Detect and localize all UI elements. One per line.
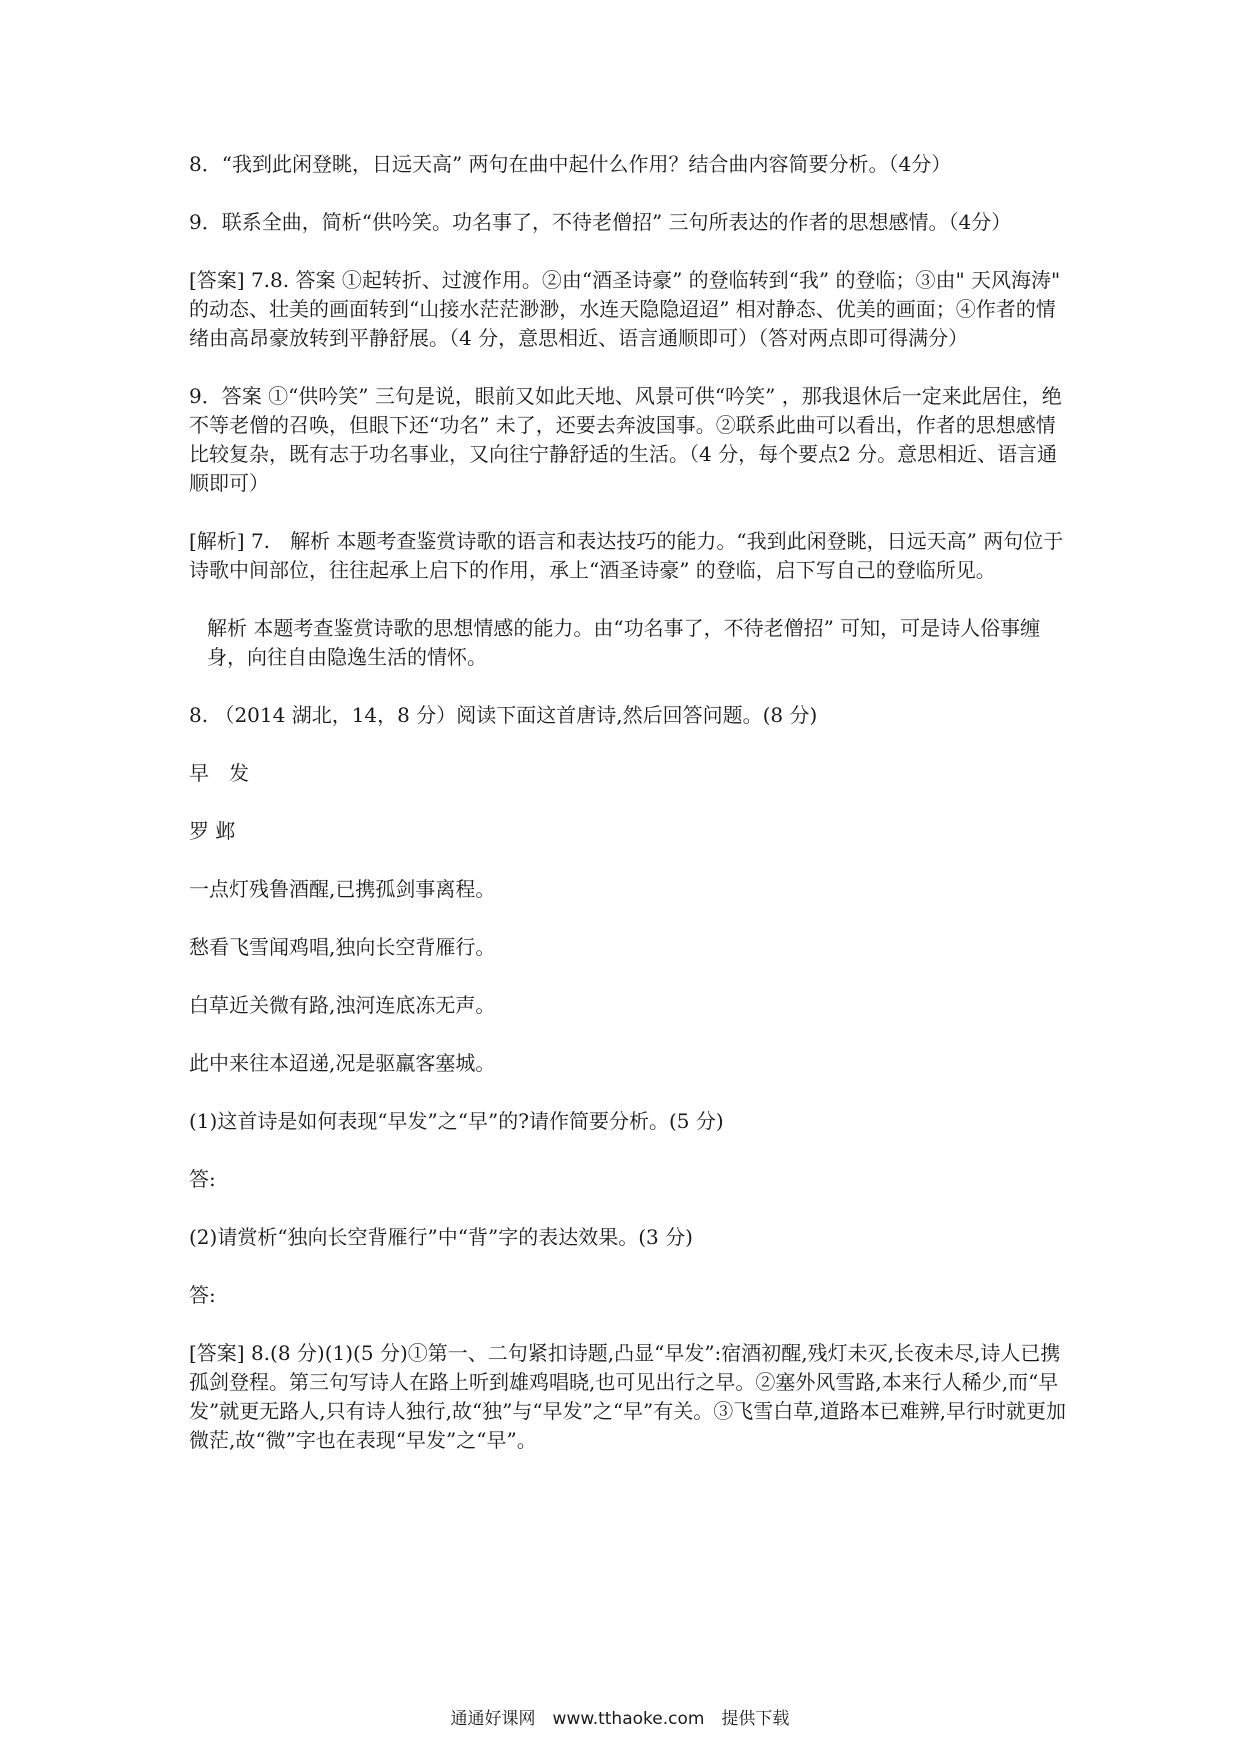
answer-label-2: 答: <box>189 1283 216 1307</box>
answer-8: [答案] 8.(8 分)(1)(5 分)①第一、二句紧扣诗题,凸显“早发”:宿酒初醒,残灯未灭,长夜未尽,诗人已携孤剑登程。第三句写诗人在路上听到雄鸡唱晓,也可见出行之早。②塞外风雪路,本来行人稀少,而“早发”就更无路人,只有诗人独行,故“独”与“早发”之“早”有关。③飞雪白草,道路本已难辨,早行时就更加微茫,故“微”字也在表现“早发”之“早”。 <box>189 1341 1067 1452</box>
answer-7-8: [答案] 7.8. 答案 ①起转折、过渡作用。②由“酒圣诗豪” 的登临转到“我” 的登临；③由" 天风海涛" 的动态、壮美的画面转到“山接水茫茫渺渺，水连天隐隐迢迢” 相对静态、优美的画面；④作者的情绪由高昂豪放转到平静舒展。（4 分，意思相近、语言通顺即可）（答对两点即可得满分） <box>189 268 1061 350</box>
answer-label-1: 答: <box>189 1167 216 1191</box>
poem-author: 罗 邺 <box>189 819 236 843</box>
sub-question-2: (2)请赏析“独向长空背雁行”中“背”字的表达效果。(3 分) <box>189 1225 693 1249</box>
analysis-7: [解析] 7. 解析 本题考查鉴赏诗歌的语言和表达技巧的能力。“我到此闲登眺，日远天高” 两句位于诗歌中间部位，往往起承上启下的作用，承上“酒圣诗豪” 的登临，启下写自己的登临所见。 <box>189 529 1064 582</box>
analysis-8: 解析 本题考查鉴赏诗歌的思想情感的能力。由“功名事了，不待老僧招” 可知，可是诗人俗事缠身，向往自由隐逸生活的情怀。 <box>207 616 1041 669</box>
question-9: 9．联系全曲，简析“供吟笑。功名事了，不待老僧招” 三句所表达的作者的思想感情。（4分） <box>189 210 1012 234</box>
sub-question-1: (1)这首诗是如何表现“早发”之“早”的?请作简要分析。(5 分) <box>189 1109 724 1133</box>
poem-line-2: 愁看飞雪闻鸡唱,独向长空背雁行。 <box>189 935 496 959</box>
page-footer: 通通好课网 www.tthaoke.com 提供下载 <box>450 1709 790 1729</box>
poem-line-1: 一点灯残鲁酒醒,已携孤剑事离程。 <box>189 877 496 901</box>
question-8: 8．“我到此闲登眺，日远天高” 两句在曲中起什么作用？结合曲内容简要分析。（4分） <box>189 152 952 176</box>
poem-title: 早 发 <box>189 761 249 785</box>
answer-9: 9．答案 ①“供吟笑” 三句是说，眼前又如此天地、风景可供“吟笑” ，那我退休后一定来此居住，绝不等老僧的召唤，但眼下还“功名” 未了，还要去奔波国事。②联系此曲可以看出，作者的思想感情比较复杂，既有志于功名事业，又向往宁静舒适的生活。（4 分，每个要点2 分。意思相近、语言通顺即可） <box>189 384 1062 495</box>
document-body <box>189 150 1069 1484</box>
poem-line-4: 此中来往本迢递,况是驱羸客塞城。 <box>189 1051 496 1075</box>
question-intro: 8. （2014 湖北，14，8 分）阅读下面这首唐诗,然后回答问题。(8 分) <box>189 703 818 727</box>
poem-line-3: 白草近关微有路,浊河连底冻无声。 <box>189 993 496 1017</box>
